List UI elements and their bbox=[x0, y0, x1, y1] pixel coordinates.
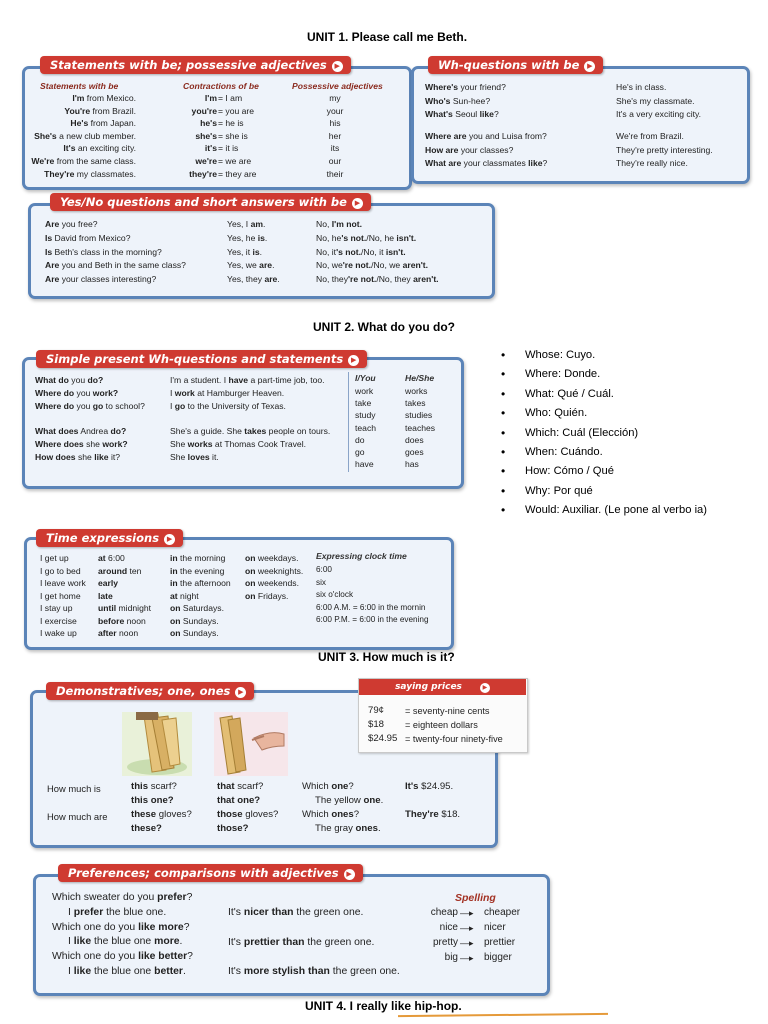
possessive-adjective: his bbox=[329, 118, 341, 129]
saying-prices-tab: saying prices ▶ bbox=[359, 679, 526, 695]
price-words: = twenty-four ninety-five bbox=[405, 734, 503, 744]
the-gray-ones: The gray ones. bbox=[315, 823, 381, 834]
spelling-arrow-icon: —▸ bbox=[460, 938, 474, 948]
time-period: on Saturdays. bbox=[170, 603, 224, 613]
unit-3-title: UNIT 3. How much is it? bbox=[318, 650, 455, 664]
time-period: in the evening bbox=[170, 565, 225, 576]
clock-time-item: six o'clock bbox=[316, 590, 354, 599]
wh-question: How are your classes? bbox=[425, 144, 514, 155]
simple-present-question: Where do you go to school? bbox=[35, 400, 145, 411]
time-days: on weekdays. bbox=[245, 553, 299, 563]
clock-time-item: six bbox=[316, 577, 327, 587]
how-much-is-label: How much is bbox=[47, 783, 101, 794]
comparison-sentence: It's nicer than the green one. bbox=[228, 907, 364, 918]
time-period: in the morning bbox=[170, 553, 226, 563]
price-words: = eighteen dollars bbox=[405, 720, 478, 730]
highlighter-mark bbox=[398, 1013, 608, 1017]
wh-question: Where are you and Luisa from? bbox=[425, 131, 547, 141]
contractions-header: Contractions of be bbox=[183, 81, 259, 91]
unit-4-title: UNIT 4. I really like hip-hop. bbox=[305, 999, 462, 1013]
yes-no-tab: Yes/No questions and short answers with be ▶ bbox=[50, 193, 371, 211]
yes-no-question: Is David from Mexico? bbox=[45, 232, 131, 243]
yes-answer: Yes, we are. bbox=[227, 260, 275, 271]
price-number: 79¢ bbox=[368, 705, 385, 716]
which-one: Which one? bbox=[302, 781, 354, 792]
that-scarf: that scarf? bbox=[217, 781, 264, 792]
price-18: They're $18. bbox=[405, 809, 461, 820]
possessive-adjective: our bbox=[328, 156, 342, 166]
time-activity: I get up bbox=[40, 553, 69, 563]
spelling-header: Spelling bbox=[455, 892, 496, 904]
simple-present-question: What do you do? bbox=[35, 375, 104, 385]
time-period: at night bbox=[170, 590, 199, 601]
comparison-sentence: It's more stylish than the green one. bbox=[228, 966, 400, 978]
preference-sentence: I like the blue one better. bbox=[68, 966, 186, 977]
no-answer: No, they're not./No, they aren't. bbox=[316, 274, 439, 285]
wh-answer: We're from Brazil. bbox=[616, 131, 684, 141]
possessive-header: Possessive adjectives bbox=[292, 81, 383, 91]
simple-present-question: How does she like it? bbox=[35, 451, 121, 462]
translation-item: • Would: Auxiliar. (Le pone al verbo ia) bbox=[525, 501, 707, 520]
yes-no-question: Are you free? bbox=[45, 219, 98, 229]
be-statement: They're my classmates. bbox=[44, 168, 136, 179]
translation-item: • When: Cuándo. bbox=[525, 443, 707, 462]
yes-no-question: Are your classes interesting? bbox=[45, 274, 157, 285]
be-statement: We're from the same class. bbox=[31, 156, 136, 166]
he-she-verb: does bbox=[405, 434, 424, 445]
wh-answer: They're really nice. bbox=[616, 158, 688, 168]
price-number: $24.95 bbox=[368, 733, 398, 744]
play-arrow-icon: ▶ bbox=[348, 355, 359, 366]
time-days: on Fridays. bbox=[245, 590, 289, 601]
be-statement: He's from Japan. bbox=[70, 118, 136, 129]
he-she-verb: goes bbox=[405, 447, 424, 457]
wh-answer: She's my classmate. bbox=[616, 95, 695, 106]
simple-present-answer: I go to the University of Texas. bbox=[170, 400, 286, 411]
i-you-header: I/You bbox=[355, 373, 376, 383]
time-preposition: late bbox=[98, 590, 113, 601]
these: these? bbox=[131, 823, 162, 834]
time-activity: I exercise bbox=[40, 615, 77, 626]
no-answer: No, it's not./No, it isn't. bbox=[316, 246, 406, 257]
scarf-image-that bbox=[214, 712, 288, 776]
spelling-arrow-icon: —▸ bbox=[460, 953, 474, 963]
time-preposition: after noon bbox=[98, 628, 139, 638]
translation-item: • Whose: Cuyo. bbox=[525, 346, 707, 365]
he-she-verb: has bbox=[405, 459, 419, 470]
no-answer: No, we're not./No, we aren't. bbox=[316, 260, 429, 271]
preferences-tab: Preferences; comparisons with adjectives ▶ bbox=[58, 864, 363, 882]
i-you-verb: study bbox=[355, 410, 376, 421]
time-preposition: until midnight bbox=[98, 603, 152, 613]
play-arrow-icon: ▶ bbox=[584, 61, 595, 72]
be-contraction: it's bbox=[204, 143, 217, 154]
how-much-are-label: How much are bbox=[47, 811, 108, 822]
be-contraction: I'm bbox=[204, 93, 217, 103]
statements-be-tab: Statements with be; possessive adjectives ▶ bbox=[40, 56, 351, 74]
be-contraction: they're bbox=[189, 168, 217, 179]
time-expressions-tab: Time expressions ▶ bbox=[36, 529, 183, 547]
wh-answer: He's in class. bbox=[616, 82, 667, 92]
translation-item: • Which: Cuál (Elección) bbox=[525, 424, 707, 443]
those-gloves: those gloves? bbox=[217, 809, 279, 820]
those: those? bbox=[217, 823, 249, 834]
wh-question: Who's Sun-hee? bbox=[425, 95, 491, 106]
spelling-comparative: prettier bbox=[484, 937, 516, 948]
the-yellow-one: The yellow one. bbox=[315, 795, 384, 806]
statements-be-header: Statements with be bbox=[40, 81, 119, 91]
simple-present-answer: I'm a student. I have a part-time job, too. bbox=[170, 375, 325, 385]
translation-item: • Why: Por qué bbox=[525, 482, 707, 501]
price-number: $18 bbox=[368, 719, 385, 730]
clock-time-item: 6:00 bbox=[316, 565, 332, 574]
demonstratives-tab: Demonstratives; one, ones ▶ bbox=[46, 682, 254, 700]
that-one: that one? bbox=[217, 795, 261, 806]
translation-item: • What: Qué / Cuál. bbox=[525, 385, 707, 404]
spelling-arrow-icon: —▸ bbox=[460, 908, 474, 918]
simple-present-answer: She loves it. bbox=[170, 451, 219, 462]
wh-question: What's Seoul like? bbox=[425, 109, 499, 119]
wh-question: What are your classmates like? bbox=[425, 158, 548, 168]
i-you-verb: work bbox=[355, 386, 374, 396]
be-contraction-full: = I am bbox=[218, 93, 243, 103]
possessive-adjective: your bbox=[326, 105, 344, 116]
spelling-comparative: bigger bbox=[484, 952, 512, 963]
i-you-verb: take bbox=[355, 398, 372, 409]
be-contraction-full: = he is bbox=[218, 118, 244, 129]
column-divider bbox=[348, 372, 349, 472]
unit-2-title: UNIT 2. What do you do? bbox=[313, 320, 455, 334]
time-activity: I wake up bbox=[40, 628, 77, 638]
this-one: this one? bbox=[131, 795, 174, 806]
be-statement: It's an exciting city. bbox=[63, 143, 136, 154]
time-period: in the afternoon bbox=[170, 578, 231, 588]
price-24-95: It's $24.95. bbox=[405, 781, 454, 792]
translation-item: • Who: Quién. bbox=[525, 404, 707, 423]
no-answer: No, I'm not. bbox=[316, 219, 362, 229]
translation-item: • Where: Donde. bbox=[525, 365, 707, 384]
time-period: on Sundays. bbox=[170, 628, 219, 638]
yes-no-question: Is Beth's class in the morning? bbox=[45, 246, 162, 257]
simple-present-answer: She works at Thomas Cook Travel. bbox=[170, 439, 307, 449]
play-arrow-icon: ▶ bbox=[344, 869, 355, 880]
wh-question: Where's your friend? bbox=[425, 82, 506, 92]
unit-1-title: UNIT 1. Please call me Beth. bbox=[307, 30, 468, 44]
preference-sentence: Which sweater do you prefer? bbox=[52, 892, 193, 903]
clock-time-header: Expressing clock time bbox=[316, 551, 407, 561]
simple-present-answer: She's a guide. She takes people on tours. bbox=[170, 426, 331, 437]
no-answer: No, he's not./No, he isn't. bbox=[316, 232, 417, 243]
i-you-verb: have bbox=[355, 459, 374, 470]
simple-present-answer: I work at Hamburger Heaven. bbox=[170, 387, 285, 398]
be-contraction: he's bbox=[200, 118, 217, 129]
spelling-comparative: cheaper bbox=[484, 907, 521, 918]
preference-sentence: Which one do you like better? bbox=[52, 951, 193, 963]
wh-answer: It's a very exciting city. bbox=[616, 109, 702, 119]
simple-present-question: Where does she work? bbox=[35, 439, 128, 449]
play-arrow-icon: ▶ bbox=[332, 61, 343, 72]
spelling-base: nice bbox=[439, 922, 458, 933]
play-arrow-icon: ▶ bbox=[480, 683, 490, 693]
yes-answer: Yes, he is. bbox=[227, 232, 268, 243]
play-arrow-icon: ▶ bbox=[235, 687, 246, 698]
be-contraction-full: = you are bbox=[218, 105, 255, 116]
which-ones: Which ones? bbox=[302, 809, 360, 820]
time-days: on weeknights. bbox=[245, 565, 304, 576]
be-contraction-full: = we are bbox=[218, 156, 252, 166]
simple-present-question: Where do you work? bbox=[35, 387, 119, 398]
yes-answer: Yes, I am. bbox=[227, 219, 266, 229]
i-you-verb: teach bbox=[355, 422, 377, 433]
time-preposition: early bbox=[98, 578, 119, 588]
translation-item: • How: Cómo / Qué bbox=[525, 462, 707, 481]
simple-present-question: What does Andrea do? bbox=[35, 426, 127, 437]
these-gloves: these gloves? bbox=[131, 809, 192, 820]
time-activity: I go to bed bbox=[40, 565, 81, 576]
time-preposition: around ten bbox=[98, 565, 142, 576]
time-activity: I get home bbox=[40, 590, 81, 601]
this-scarf: this scarf? bbox=[131, 781, 177, 792]
he-she-verb: teaches bbox=[405, 422, 436, 433]
time-activity: I stay up bbox=[40, 603, 73, 613]
play-arrow-icon: ▶ bbox=[164, 534, 175, 545]
yes-answer: Yes, it is. bbox=[227, 246, 263, 257]
be-statement: I'm from Mexico. bbox=[72, 93, 136, 103]
spelling-comparative: nicer bbox=[484, 922, 506, 933]
wh-answer: They're pretty interesting. bbox=[616, 144, 713, 155]
be-contraction: she's bbox=[195, 130, 217, 141]
be-contraction-full: = they are bbox=[218, 168, 257, 179]
yes-no-question: Are you and Beth in the same class? bbox=[45, 260, 186, 271]
possessive-adjective: their bbox=[326, 168, 344, 179]
simple-present-tab: Simple present Wh-questions and statements ▶ bbox=[36, 350, 367, 368]
time-preposition: at 6:00 bbox=[98, 553, 125, 563]
clock-time-item: 6:00 A.M. = 6:00 in the mornin bbox=[316, 602, 426, 612]
time-preposition: before noon bbox=[98, 615, 146, 626]
be-contraction: we're bbox=[195, 156, 217, 166]
yes-answer: Yes, they are. bbox=[227, 274, 280, 285]
he-she-verb: takes bbox=[405, 398, 426, 409]
play-arrow-icon: ▶ bbox=[352, 198, 363, 209]
be-contraction-full: = it is bbox=[218, 143, 239, 154]
preference-sentence: I like the blue one more. bbox=[68, 936, 183, 948]
he-she-verb: works bbox=[405, 386, 428, 396]
be-contraction-full: = she is bbox=[218, 130, 248, 141]
wh-questions-tab: Wh-questions with be ▶ bbox=[428, 56, 603, 74]
possessive-adjective: my bbox=[329, 93, 341, 103]
spelling-arrow-icon: —▸ bbox=[460, 923, 474, 933]
he-she-header: He/She bbox=[405, 373, 435, 383]
be-statement: You're from Brazil. bbox=[64, 105, 136, 116]
translation-list bbox=[525, 346, 707, 521]
be-contraction: you're bbox=[191, 105, 217, 116]
possessive-adjective: its bbox=[330, 143, 340, 154]
time-period: on Sundays. bbox=[170, 615, 219, 626]
clock-time-item: 6:00 P.M. = 6:00 in the evening bbox=[316, 615, 429, 624]
preference-sentence: Which one do you like more? bbox=[52, 921, 190, 933]
price-words: = seventy-nine cents bbox=[405, 706, 490, 716]
time-activity: I leave work bbox=[40, 578, 86, 588]
spelling-base: pretty bbox=[432, 937, 458, 948]
spelling-base: cheap bbox=[430, 907, 458, 918]
spelling-base: big bbox=[444, 952, 458, 963]
he-she-verb: studies bbox=[405, 410, 433, 421]
i-you-verb: go bbox=[355, 447, 365, 457]
comparison-sentence: It's prettier than the green one. bbox=[228, 936, 375, 948]
preference-sentence: I prefer the blue one. bbox=[68, 906, 167, 918]
be-statement: She's a new club member. bbox=[34, 130, 136, 141]
time-days: on weekends. bbox=[245, 578, 299, 588]
possessive-adjective: her bbox=[328, 130, 342, 141]
scarf-image-this bbox=[122, 712, 192, 776]
i-you-verb: do bbox=[355, 434, 365, 445]
